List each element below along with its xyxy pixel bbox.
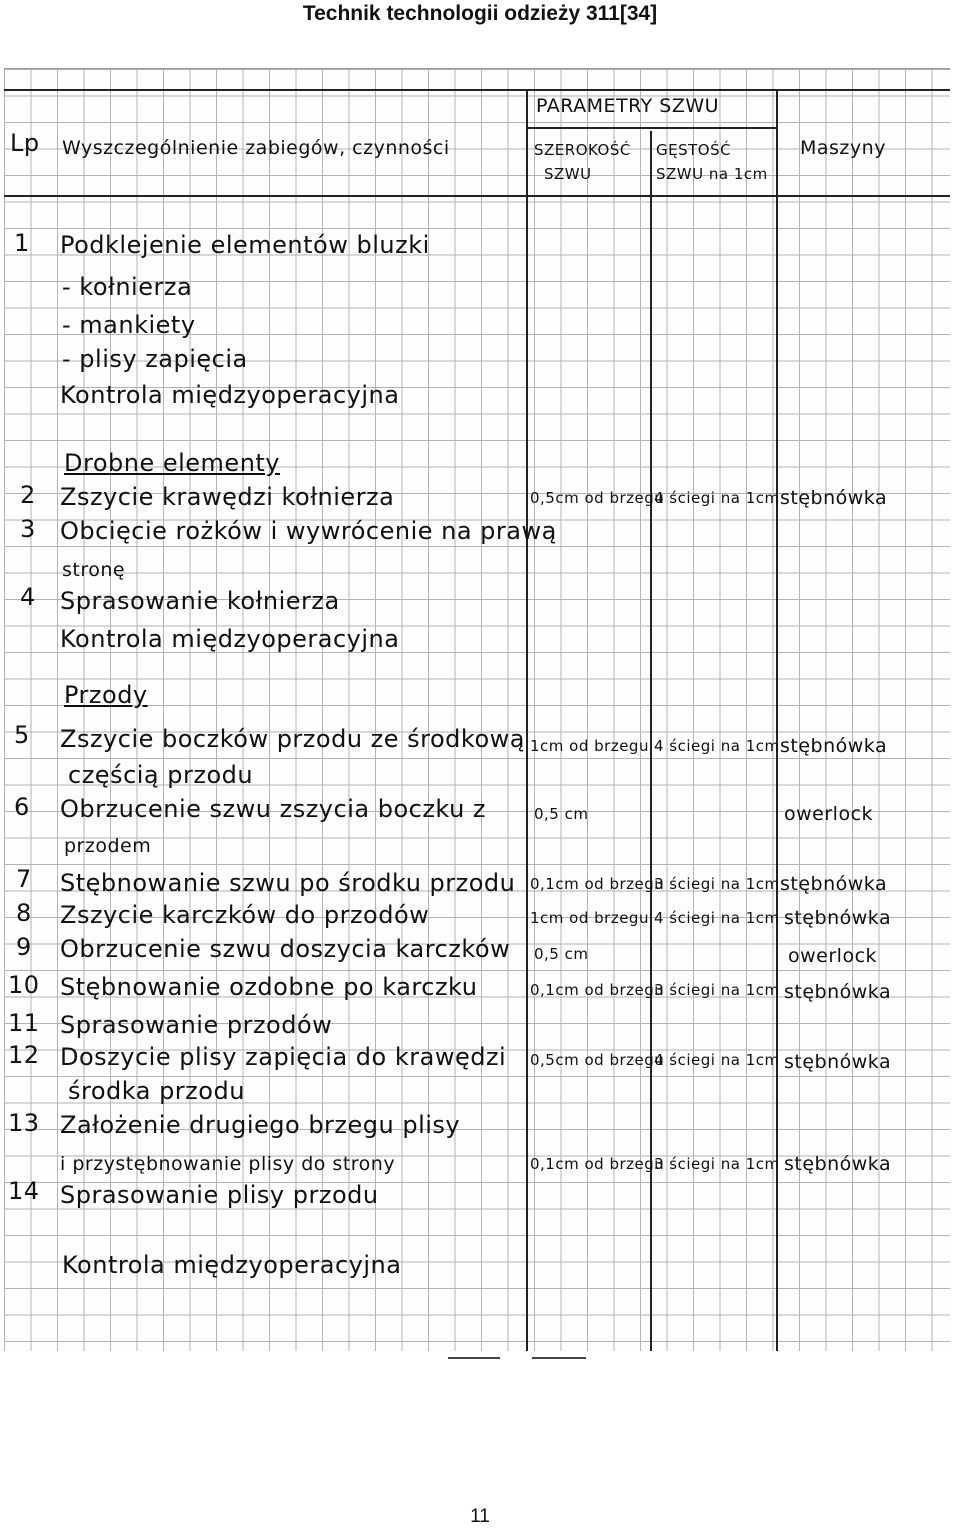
row-width: 0,5cm od brzegu [530, 489, 665, 507]
row-number: 12 [8, 1041, 40, 1069]
row-number: 10 [8, 971, 40, 999]
row-number: 4 [20, 583, 36, 611]
row-text: Obrzucenie szwu zszycia boczku z [60, 795, 487, 823]
row-density: 3 ściegi na 1cm [654, 1155, 780, 1173]
row-number: 5 [14, 721, 30, 749]
row-width: 0,5 cm [534, 805, 589, 823]
row-text: Stębnowanie szwu po środku przodu [60, 869, 516, 897]
row-density: 3 ściegi na 1cm [654, 875, 780, 893]
row-width: 0,1cm od brzegu [530, 981, 665, 999]
row-text: Kontrola międzyoperacyjna [60, 381, 400, 409]
header-stitch-density-1: GĘSTOŚĆ [656, 141, 732, 159]
row-number: 7 [16, 865, 32, 893]
row-text: - kołnierza [62, 273, 193, 301]
row-width: 0,1cm od brzegu [530, 1155, 665, 1173]
section-heading: Przody [64, 681, 148, 709]
row-text: przodem [64, 835, 152, 857]
row-width: 0,5cm od brzegu [530, 1051, 665, 1069]
row-machine: stębnówka [780, 873, 888, 895]
row-text: Zszycie boczków przodu ze środkową [60, 725, 525, 753]
header-bottom-rule [4, 195, 950, 197]
row-width: 1cm od brzegu [530, 909, 649, 927]
row-text: Sprasowanie przodów [60, 1011, 333, 1039]
row-density: 4 ściegi na 1cm [654, 737, 780, 755]
params-rule [528, 127, 776, 129]
row-text: Doszycie plisy zapięcia do krawędzi [60, 1043, 507, 1071]
page-title: Technik technologii odzieży 311[34] [302, 2, 658, 25]
row-number: 8 [16, 899, 32, 927]
row-text: stronę [62, 559, 126, 581]
row-text: i przystębnowanie plisy do strony [60, 1153, 396, 1175]
page-number: 11 [470, 1506, 490, 1527]
row-width: 0,5 cm [534, 945, 589, 963]
row-text: - mankiety [62, 311, 196, 339]
row-density: 4 ściegi na 1cm [654, 909, 780, 927]
column-divider-width [526, 89, 528, 1351]
header-operations: Wyszczególnienie zabiegów, czynności [62, 137, 450, 159]
handwritten-sheet [4, 68, 950, 1351]
row-number: 2 [20, 481, 36, 509]
header-machines: Maszyny [800, 137, 886, 159]
row-text: Zszycie krawędzi kołnierza [60, 483, 395, 511]
row-text: Kontrola międzyoperacyjna [60, 625, 400, 653]
footer-dash [532, 1357, 586, 1359]
row-density: 4 ściegi na 1cm [654, 489, 780, 507]
row-text: Sprasowanie plisy przodu [60, 1181, 379, 1209]
row-machine: stębnówka [780, 735, 888, 757]
row-machine: stębnówka [784, 981, 892, 1003]
row-number: 3 [20, 515, 36, 543]
row-machine: stębnówka [784, 1051, 892, 1073]
row-density: 3 ściegi na 1cm [654, 981, 780, 999]
row-number: 11 [8, 1009, 40, 1037]
row-width: 1cm od brzegu [530, 737, 649, 755]
row-number: 9 [16, 933, 32, 961]
footer-dash [448, 1357, 500, 1359]
row-machine: stębnówka [784, 1153, 892, 1175]
row-number: 1 [14, 229, 30, 257]
row-number: 14 [8, 1177, 40, 1205]
row-machine: stębnówka [784, 907, 892, 929]
row-text: Stębnowanie ozdobne po karczku [60, 973, 478, 1001]
section-heading: Drobne elementy [64, 449, 281, 477]
row-text: Zszycie karczków do przodów [60, 901, 430, 929]
row-text: - plisy zapięcia [62, 345, 248, 373]
row-text: częścią przodu [68, 761, 254, 789]
row-text: Sprasowanie kołnierza [60, 587, 340, 615]
header-stitch-width-1: SZEROKOŚĆ [534, 141, 631, 159]
row-text: Obrzucenie szwu doszycia karczków [60, 935, 511, 963]
row-machine: owerlock [788, 945, 878, 967]
row-number: 6 [14, 793, 30, 821]
row-text: Kontrola międzyoperacyjna [62, 1251, 402, 1279]
row-machine: owerlock [784, 803, 874, 825]
row-number: 13 [8, 1109, 40, 1137]
row-machine: stębnówka [780, 487, 888, 509]
row-text: środka przodu [68, 1077, 245, 1105]
row-width: 0,1cm od brzegu [530, 875, 665, 893]
header-stitch-density-2: SZWU na 1cm [656, 165, 768, 183]
top-rule [4, 89, 950, 91]
header-stitch-width-2: SZWU [544, 165, 592, 183]
header-parameters: PARAMETRY SZWU [536, 95, 720, 117]
header-lp: Lp [10, 129, 40, 157]
row-text: Obcięcie rożków i wywrócenie na prawą [60, 517, 557, 545]
row-density: 4 ściegi na 1cm [654, 1051, 780, 1069]
row-text: Założenie drugiego brzegu plisy [60, 1111, 461, 1139]
row-text: Podklejenie elementów bluzki [60, 231, 430, 259]
